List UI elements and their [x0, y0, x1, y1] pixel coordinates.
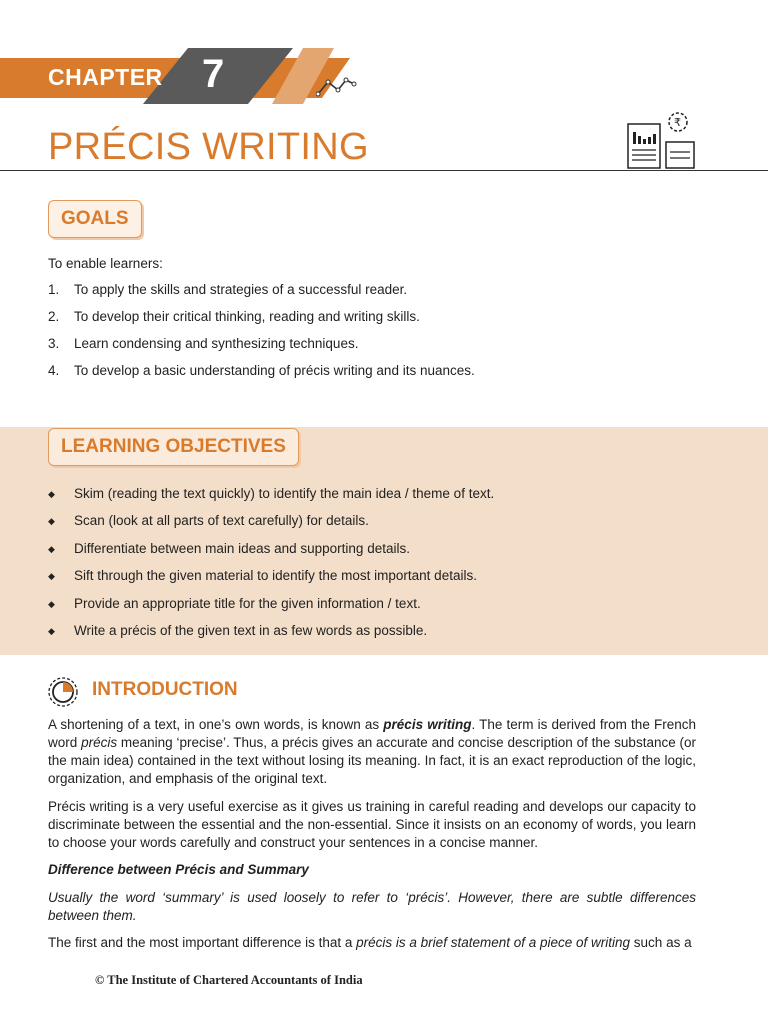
list-text: To develop a basic understanding of précis writing and its nuances. — [74, 363, 475, 378]
learning-objectives-heading: LEARNING OBJECTIVES — [48, 428, 299, 466]
bullet-icon: ◆ — [48, 625, 55, 636]
text-run: The first and the most important difference is that a — [48, 935, 357, 950]
list-number: 4. — [48, 363, 60, 378]
footer-copyright: © The Institute of Chartered Accountants of India — [95, 973, 363, 987]
list-number: 2. — [48, 309, 60, 324]
list-item — [48, 596, 708, 623]
chapter-number: 7 — [202, 52, 225, 96]
list-text: Learn condensing and synthesizing techniques. — [74, 336, 359, 351]
clock-pie-icon — [47, 676, 79, 708]
bullet-icon: ◆ — [48, 598, 55, 609]
list-text: Sift through the given material to identify the most important details. — [74, 568, 477, 584]
list-item — [48, 486, 708, 513]
list-item — [48, 513, 708, 540]
list-number: 1. — [48, 282, 60, 297]
intro-paragraph-4 — [48, 934, 696, 952]
emphasis-term: précis is a brief statement of a piece of writing — [356, 935, 631, 950]
text-run: meaning ‘precise’. Thus, a précis gives an accurate and concise description of the substance (or the main idea) contained in the text without losing its meaning. In fact, it is an exact reproduction of the logic, organization, and emphasis of the original text. — [48, 735, 697, 786]
intro-paragraph-2: Précis writing is a very useful exercise as it gives us training in careful reading and develops our capacity to discriminate between the essential and the non-essential. Since it insists on an economy of words, you learn to choose your words carefully and construct your sentences in a concise manner. — [48, 799, 696, 850]
bullet-icon: ◆ — [48, 571, 55, 582]
emphasis-term: précis writing — [383, 717, 472, 732]
introduction-heading: INTRODUCTION — [92, 679, 238, 700]
list-number: 3. — [48, 336, 60, 351]
intro-paragraph-3: Usually the word ‘summary’ is used loosely to refer to ‘précis’. However, there are subtle differences between them. — [48, 890, 696, 923]
bullet-icon: ◆ — [48, 489, 55, 499]
list-text: Skim (reading the text quickly) to identify the main idea / theme of text. — [74, 486, 495, 501]
list-text: Differentiate between main ideas and supporting details. — [74, 540, 410, 556]
emphasis-term: précis — [81, 735, 118, 750]
list-text: Write a précis of the given text in as few words as possible. — [74, 622, 428, 638]
list-item — [48, 336, 698, 363]
bullet-icon: ◆ — [48, 516, 55, 527]
goals-heading: GOALS — [48, 200, 142, 238]
list-text: To develop their critical thinking, reading and writing skills. — [74, 309, 420, 324]
list-item — [48, 282, 698, 309]
text-run: A shortening of a text, in one’s own words, is known as — [48, 717, 384, 732]
list-item — [48, 568, 708, 595]
svg-text:₹: ₹ — [674, 116, 681, 129]
page-title: PRÉCIS WRITING — [48, 126, 369, 168]
sparkline-icon — [316, 72, 358, 98]
text-run: such as a — [630, 935, 692, 950]
list-text: To apply the skills and strategies of a successful reader. — [74, 282, 408, 297]
intro-paragraph-1 — [48, 716, 696, 788]
list-item — [48, 623, 708, 650]
list-text: Scan (look at all parts of text carefully) for details. — [74, 513, 369, 529]
learning-objectives-list — [48, 486, 708, 650]
goals-list — [48, 282, 698, 390]
list-item — [48, 363, 698, 390]
chapter-label: CHAPTER — [48, 64, 163, 90]
document-chart-icon — [626, 110, 698, 172]
list-item — [48, 309, 698, 336]
subheading: Difference between Précis and Summary — [48, 862, 309, 877]
text-run: . The term is derived from the French word — [48, 717, 696, 750]
list-item — [48, 541, 708, 568]
goals-intro: To enable learners: — [48, 256, 163, 271]
bullet-icon: ◆ — [48, 543, 55, 554]
list-text: Provide an appropriate title for the given information / text. — [74, 595, 421, 611]
